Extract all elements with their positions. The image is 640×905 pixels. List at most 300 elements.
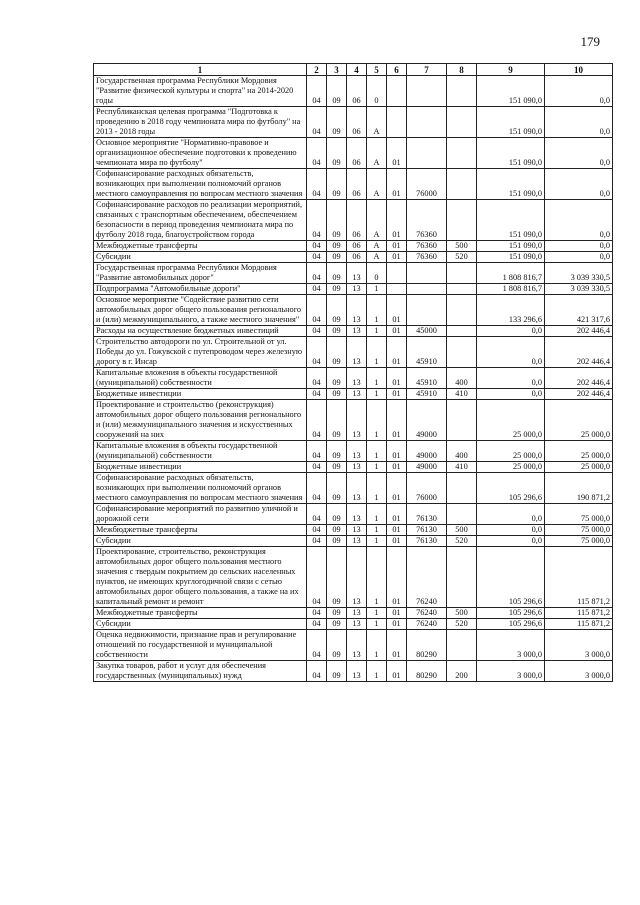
amount-2020-cell: 25 000,0 [545, 462, 613, 473]
amount-2020-cell: 25 000,0 [545, 400, 613, 441]
program-code-cell: 06 [347, 252, 367, 263]
expense-type-cell [447, 295, 477, 326]
row-name-cell: Бюджетные инвестиции [94, 462, 307, 473]
amount-2020-cell: 3 000,0 [545, 661, 613, 682]
amount-2019-cell: 151 090,0 [477, 107, 545, 138]
amount-2019-cell: 151 090,0 [477, 169, 545, 200]
direction-code-cell: 45910 [407, 389, 447, 400]
section-code-cell: 04 [307, 441, 327, 462]
table-row [94, 389, 613, 400]
section-code-cell: 04 [307, 368, 327, 389]
section-code-cell: 04 [307, 169, 327, 200]
measure-code-cell: 01 [387, 536, 407, 547]
direction-code-cell: 45910 [407, 368, 447, 389]
amount-2020-cell: 115 871,2 [545, 547, 613, 608]
expense-type-cell: 520 [447, 536, 477, 547]
table-row [94, 252, 613, 263]
row-name-cell: Государственная программа Республики Мордовия "Развитие физической культуры и спорта" на 2014-2020 годы [94, 76, 307, 107]
expense-type-cell: 500 [447, 525, 477, 536]
program-code-cell: 13 [347, 525, 367, 536]
direction-code-cell: 49000 [407, 441, 447, 462]
expense-type-cell [447, 337, 477, 368]
row-name-cell: Субсидии [94, 619, 307, 630]
subprogram-code-cell: 1 [367, 462, 387, 473]
direction-code-cell: 76130 [407, 536, 447, 547]
direction-code-cell: 76360 [407, 241, 447, 252]
program-code-cell: 13 [347, 368, 367, 389]
program-code-cell: 13 [347, 441, 367, 462]
program-code-cell: 13 [347, 284, 367, 295]
subprogram-code-cell: 1 [367, 368, 387, 389]
program-code-cell: 06 [347, 200, 367, 241]
subsection-code-cell: 09 [327, 441, 347, 462]
section-code-cell: 04 [307, 619, 327, 630]
measure-code-cell: 01 [387, 473, 407, 504]
amount-2019-cell: 3 000,0 [477, 661, 545, 682]
direction-code-cell: 76240 [407, 619, 447, 630]
subsection-code-cell: 09 [327, 473, 347, 504]
table-row [94, 169, 613, 200]
subsection-code-cell: 09 [327, 107, 347, 138]
column-header: 8 [447, 64, 477, 76]
measure-code-cell: 01 [387, 441, 407, 462]
row-name-cell: Субсидии [94, 536, 307, 547]
table-row [94, 400, 613, 441]
subprogram-code-cell: 1 [367, 284, 387, 295]
row-name-cell: Проектирование и строительство (реконструкция) автомобильных дорог общего пользования регионального и (или) межмуниципального значения и искусственных сооружений на них [94, 400, 307, 441]
measure-code-cell: 01 [387, 337, 407, 368]
section-code-cell: 04 [307, 462, 327, 473]
row-name-cell: Расходы на осуществление бюджетных инвестиций [94, 326, 307, 337]
subsection-code-cell: 09 [327, 138, 347, 169]
expense-type-cell [447, 107, 477, 138]
subsection-code-cell: 09 [327, 608, 347, 619]
row-name-cell: Межбюджетные трансферты [94, 608, 307, 619]
direction-code-cell: 76000 [407, 473, 447, 504]
table-row [94, 473, 613, 504]
subsection-code-cell: 09 [327, 619, 347, 630]
amount-2019-cell: 105 296,6 [477, 608, 545, 619]
section-code-cell: 04 [307, 661, 327, 682]
row-name-cell: Оценка недвижимости, признание прав и регулирование отношений по государственной и муниципальной собственности [94, 630, 307, 661]
amount-2020-cell: 115 871,2 [545, 608, 613, 619]
program-code-cell: 13 [347, 326, 367, 337]
direction-code-cell: 76130 [407, 525, 447, 536]
subprogram-code-cell: 0 [367, 76, 387, 107]
amount-2020-cell: 202 446,4 [545, 326, 613, 337]
measure-code-cell [387, 284, 407, 295]
amount-2020-cell: 202 446,4 [545, 389, 613, 400]
subprogram-code-cell: 1 [367, 661, 387, 682]
subprogram-code-cell: 1 [367, 400, 387, 441]
program-code-cell: 13 [347, 630, 367, 661]
row-name-cell: Капитальные вложения в объекты государственной (муниципальной) собственности [94, 368, 307, 389]
table-row [94, 200, 613, 241]
amount-2020-cell: 0,0 [545, 200, 613, 241]
subprogram-code-cell: А [367, 241, 387, 252]
subprogram-code-cell: 1 [367, 337, 387, 368]
amount-2020-cell: 0,0 [545, 107, 613, 138]
row-name-cell: Софинансирование расходных обязательств, возникающих при выполнении полномочий органов местного самоуправления по вопросам местного значения [94, 169, 307, 200]
budget-table [93, 63, 613, 682]
row-name-cell: Субсидии [94, 252, 307, 263]
amount-2020-cell: 0,0 [545, 241, 613, 252]
program-code-cell: 06 [347, 107, 367, 138]
expense-type-cell [447, 547, 477, 608]
subprogram-code-cell: 1 [367, 536, 387, 547]
subsection-code-cell: 09 [327, 337, 347, 368]
amount-2019-cell: 151 090,0 [477, 76, 545, 107]
amount-2019-cell: 3 000,0 [477, 630, 545, 661]
table-row [94, 619, 613, 630]
measure-code-cell: 01 [387, 630, 407, 661]
row-name-cell: Софинансирование мероприятий по развитию уличной и дорожной сети [94, 504, 307, 525]
program-code-cell: 13 [347, 462, 367, 473]
subprogram-code-cell: 1 [367, 441, 387, 462]
subprogram-code-cell: 1 [367, 608, 387, 619]
subsection-code-cell: 09 [327, 630, 347, 661]
measure-code-cell: 01 [387, 389, 407, 400]
subsection-code-cell: 09 [327, 326, 347, 337]
program-code-cell: 13 [347, 473, 367, 504]
program-code-cell: 13 [347, 295, 367, 326]
subsection-code-cell: 09 [327, 400, 347, 441]
amount-2019-cell: 105 296,6 [477, 619, 545, 630]
expense-type-cell [447, 473, 477, 504]
table-row [94, 462, 613, 473]
column-header: 3 [327, 64, 347, 76]
amount-2020-cell: 75 000,0 [545, 504, 613, 525]
subprogram-code-cell: 1 [367, 326, 387, 337]
amount-2019-cell: 0,0 [477, 389, 545, 400]
section-code-cell: 04 [307, 200, 327, 241]
measure-code-cell: 01 [387, 241, 407, 252]
direction-code-cell: 76240 [407, 608, 447, 619]
section-code-cell: 04 [307, 295, 327, 326]
table-row [94, 337, 613, 368]
program-code-cell: 13 [347, 661, 367, 682]
measure-code-cell: 01 [387, 525, 407, 536]
row-name-cell: Межбюджетные трансферты [94, 241, 307, 252]
expense-type-cell: 520 [447, 619, 477, 630]
row-name-cell: Республиканская целевая программа "Подготовка к проведению в 2018 году чемпионата мира по футболу" на 2013 - 2018 годы [94, 107, 307, 138]
measure-code-cell: 01 [387, 368, 407, 389]
section-code-cell: 04 [307, 76, 327, 107]
section-code-cell: 04 [307, 263, 327, 284]
program-code-cell: 06 [347, 169, 367, 200]
program-code-cell: 13 [347, 547, 367, 608]
measure-code-cell: 01 [387, 169, 407, 200]
column-header: 2 [307, 64, 327, 76]
measure-code-cell: 01 [387, 619, 407, 630]
row-name-cell: Проектирование, строительство, реконструкция автомобильных дорог общего пользования местного значения с твердым покрытием до сельских населенных пунктов, не имеющих круглогодичной связи с сетью автомобильных дорог общего пользования, а также на их капитальный ремонт и ремонт [94, 547, 307, 608]
table-row [94, 107, 613, 138]
amount-2020-cell: 0,0 [545, 138, 613, 169]
amount-2020-cell: 0,0 [545, 169, 613, 200]
direction-code-cell: 49000 [407, 400, 447, 441]
expense-type-cell [447, 630, 477, 661]
table-row [94, 241, 613, 252]
amount-2019-cell: 0,0 [477, 536, 545, 547]
measure-code-cell: 01 [387, 504, 407, 525]
section-code-cell: 04 [307, 504, 327, 525]
measure-code-cell: 01 [387, 400, 407, 441]
amount-2019-cell: 0,0 [477, 525, 545, 536]
section-code-cell: 04 [307, 630, 327, 661]
amount-2019-cell: 151 090,0 [477, 200, 545, 241]
table-row [94, 368, 613, 389]
direction-code-cell: 45910 [407, 337, 447, 368]
section-code-cell: 04 [307, 337, 327, 368]
subsection-code-cell: 09 [327, 525, 347, 536]
measure-code-cell: 01 [387, 462, 407, 473]
section-code-cell: 04 [307, 536, 327, 547]
section-code-cell: 04 [307, 241, 327, 252]
subsection-code-cell: 09 [327, 661, 347, 682]
section-code-cell: 04 [307, 284, 327, 295]
table-row [94, 525, 613, 536]
column-header: 4 [347, 64, 367, 76]
subsection-code-cell: 09 [327, 169, 347, 200]
amount-2020-cell: 0,0 [545, 252, 613, 263]
row-name-cell: Закупка товаров, работ и услуг для обеспечения государственных (муниципальных) нужд [94, 661, 307, 682]
subsection-code-cell: 09 [327, 536, 347, 547]
row-name-cell: Государственная программа Республики Мордовия "Развитие автомобильных дорог" [94, 263, 307, 284]
program-code-cell: 13 [347, 504, 367, 525]
expense-type-cell [447, 263, 477, 284]
header-row [94, 64, 613, 76]
amount-2020-cell: 3 039 330,5 [545, 284, 613, 295]
table-row [94, 284, 613, 295]
amount-2020-cell: 202 446,4 [545, 368, 613, 389]
table-row [94, 295, 613, 326]
measure-code-cell [387, 263, 407, 284]
subsection-code-cell: 09 [327, 200, 347, 241]
measure-code-cell [387, 76, 407, 107]
amount-2020-cell: 421 317,6 [545, 295, 613, 326]
expense-type-cell: 400 [447, 441, 477, 462]
direction-code-cell: 76130 [407, 504, 447, 525]
subprogram-code-cell: 1 [367, 525, 387, 536]
direction-code-cell [407, 138, 447, 169]
subsection-code-cell: 09 [327, 241, 347, 252]
subprogram-code-cell: 0 [367, 263, 387, 284]
table-row [94, 504, 613, 525]
amount-2019-cell: 1 808 816,7 [477, 263, 545, 284]
section-code-cell: 04 [307, 547, 327, 608]
amount-2020-cell: 3 039 330,5 [545, 263, 613, 284]
row-name-cell: Софинансирование расходных обязательств, возникающих при выполнении полномочий органов местного самоуправления по вопросам местного значения [94, 473, 307, 504]
section-code-cell: 04 [307, 138, 327, 169]
amount-2019-cell: 151 090,0 [477, 252, 545, 263]
column-header: 10 [545, 64, 613, 76]
direction-code-cell: 76360 [407, 252, 447, 263]
section-code-cell: 04 [307, 389, 327, 400]
direction-code-cell: 76360 [407, 200, 447, 241]
direction-code-cell: 76000 [407, 169, 447, 200]
table-row [94, 630, 613, 661]
expense-type-cell: 500 [447, 608, 477, 619]
column-header: 6 [387, 64, 407, 76]
amount-2020-cell: 25 000,0 [545, 441, 613, 462]
expense-type-cell [447, 200, 477, 241]
measure-code-cell: 01 [387, 295, 407, 326]
expense-type-cell: 200 [447, 661, 477, 682]
amount-2019-cell: 151 090,0 [477, 138, 545, 169]
subprogram-code-cell: 1 [367, 547, 387, 608]
program-code-cell: 13 [347, 337, 367, 368]
expense-type-cell: 500 [447, 241, 477, 252]
amount-2019-cell: 25 000,0 [477, 441, 545, 462]
expense-type-cell [447, 326, 477, 337]
expense-type-cell: 520 [447, 252, 477, 263]
direction-code-cell [407, 76, 447, 107]
column-header: 1 [94, 64, 307, 76]
expense-type-cell: 400 [447, 368, 477, 389]
expense-type-cell [447, 76, 477, 107]
amount-2020-cell: 115 871,2 [545, 619, 613, 630]
expense-type-cell [447, 169, 477, 200]
column-header: 5 [367, 64, 387, 76]
subsection-code-cell: 09 [327, 284, 347, 295]
amount-2019-cell: 0,0 [477, 326, 545, 337]
table-row [94, 138, 613, 169]
column-header: 9 [477, 64, 545, 76]
subsection-code-cell: 09 [327, 547, 347, 608]
measure-code-cell: 01 [387, 200, 407, 241]
amount-2020-cell: 190 871,2 [545, 473, 613, 504]
row-name-cell: Строительство автодороги по ул. Строительной от ул. Победы до ул. Гожувской с путепроводом через железную дорогу в г. Инсар [94, 337, 307, 368]
amount-2019-cell: 0,0 [477, 504, 545, 525]
table-row [94, 608, 613, 619]
subsection-code-cell: 09 [327, 263, 347, 284]
direction-code-cell [407, 284, 447, 295]
direction-code-cell [407, 107, 447, 138]
section-code-cell: 04 [307, 473, 327, 504]
direction-code-cell: 80290 [407, 661, 447, 682]
direction-code-cell: 45000 [407, 326, 447, 337]
amount-2020-cell: 75 000,0 [545, 536, 613, 547]
subprogram-code-cell: 1 [367, 389, 387, 400]
row-name-cell: Капитальные вложения в объекты государственной (муниципальной) собственности [94, 441, 307, 462]
direction-code-cell [407, 263, 447, 284]
table-row [94, 536, 613, 547]
subsection-code-cell: 09 [327, 252, 347, 263]
table-row [94, 76, 613, 107]
amount-2020-cell: 0,0 [545, 76, 613, 107]
expense-type-cell: 410 [447, 389, 477, 400]
subsection-code-cell: 09 [327, 368, 347, 389]
program-code-cell: 06 [347, 138, 367, 169]
program-code-cell: 13 [347, 400, 367, 441]
measure-code-cell: 01 [387, 326, 407, 337]
direction-code-cell: 80290 [407, 630, 447, 661]
expense-type-cell [447, 400, 477, 441]
amount-2019-cell: 0,0 [477, 337, 545, 368]
subsection-code-cell: 09 [327, 389, 347, 400]
expense-type-cell [447, 138, 477, 169]
subsection-code-cell: 09 [327, 504, 347, 525]
subprogram-code-cell: А [367, 169, 387, 200]
table-row [94, 547, 613, 608]
amount-2019-cell: 105 296,6 [477, 473, 545, 504]
amount-2019-cell: 1 808 816,7 [477, 284, 545, 295]
subprogram-code-cell: А [367, 107, 387, 138]
table-row [94, 441, 613, 462]
direction-code-cell [407, 295, 447, 326]
row-name-cell: Основное мероприятие "Содействие развитию сети автомобильных дорог общего пользования регионального и (или) межмуниципального, а также местного значения" [94, 295, 307, 326]
section-code-cell: 04 [307, 252, 327, 263]
direction-code-cell: 76240 [407, 547, 447, 608]
program-code-cell: 13 [347, 536, 367, 547]
page-number: 179 [580, 34, 600, 49]
table-row [94, 263, 613, 284]
direction-code-cell: 49000 [407, 462, 447, 473]
section-code-cell: 04 [307, 525, 327, 536]
subprogram-code-cell: 1 [367, 473, 387, 504]
program-code-cell: 13 [347, 619, 367, 630]
program-code-cell: 13 [347, 389, 367, 400]
amount-2020-cell: 202 446,4 [545, 337, 613, 368]
section-code-cell: 04 [307, 326, 327, 337]
subprogram-code-cell: 1 [367, 630, 387, 661]
subprogram-code-cell: 1 [367, 504, 387, 525]
row-name-cell: Софинансирование расходов по реализации мероприятий, связанных с транспортным обеспечением, обеспечением безопасности в период проведения чемпионата мира по футболу 2018 года, благоустройством города [94, 200, 307, 241]
amount-2019-cell: 25 000,0 [477, 400, 545, 441]
section-code-cell: 04 [307, 107, 327, 138]
expense-type-cell: 410 [447, 462, 477, 473]
amount-2019-cell: 0,0 [477, 368, 545, 389]
program-code-cell: 06 [347, 76, 367, 107]
table-body [94, 76, 613, 682]
program-code-cell: 06 [347, 241, 367, 252]
measure-code-cell [387, 107, 407, 138]
program-code-cell: 13 [347, 263, 367, 284]
measure-code-cell: 01 [387, 138, 407, 169]
expense-type-cell [447, 504, 477, 525]
measure-code-cell: 01 [387, 252, 407, 263]
subprogram-code-cell: А [367, 138, 387, 169]
expense-type-cell [447, 284, 477, 295]
amount-2019-cell: 133 296,6 [477, 295, 545, 326]
row-name-cell: Подпрограмма "Автомобильные дороги" [94, 284, 307, 295]
section-code-cell: 04 [307, 400, 327, 441]
measure-code-cell: 01 [387, 547, 407, 608]
row-name-cell: Межбюджетные трансферты [94, 525, 307, 536]
subprogram-code-cell: 1 [367, 295, 387, 326]
measure-code-cell: 01 [387, 661, 407, 682]
subsection-code-cell: 09 [327, 76, 347, 107]
section-code-cell: 04 [307, 608, 327, 619]
table-row [94, 326, 613, 337]
row-name-cell: Основное мероприятие "Нормативно-правовое и организационное обеспечение подготовки к проведению чемпионата мира по футболу" [94, 138, 307, 169]
column-header: 7 [407, 64, 447, 76]
subprogram-code-cell: 1 [367, 619, 387, 630]
amount-2019-cell: 151 090,0 [477, 241, 545, 252]
amount-2019-cell: 105 296,6 [477, 547, 545, 608]
row-name-cell: Бюджетные инвестиции [94, 389, 307, 400]
amount-2019-cell: 25 000,0 [477, 462, 545, 473]
measure-code-cell: 01 [387, 608, 407, 619]
amount-2020-cell: 75 000,0 [545, 525, 613, 536]
table-row [94, 661, 613, 682]
subsection-code-cell: 09 [327, 462, 347, 473]
program-code-cell: 13 [347, 608, 367, 619]
amount-2020-cell: 3 000,0 [545, 630, 613, 661]
subprogram-code-cell: А [367, 252, 387, 263]
subprogram-code-cell: А [367, 200, 387, 241]
subsection-code-cell: 09 [327, 295, 347, 326]
